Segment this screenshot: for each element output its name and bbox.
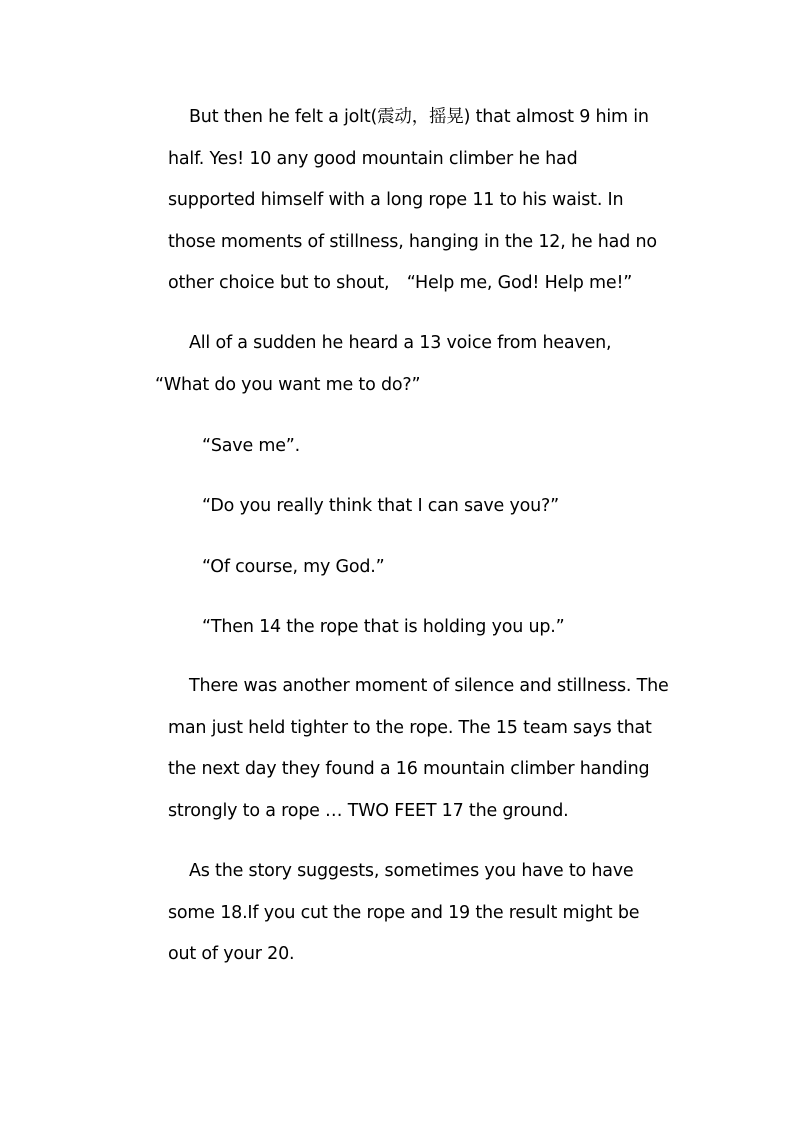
paragraph-8: [168, 851, 688, 976]
paragraph-line: out of your 20.: [168, 944, 295, 964]
paragraph-line: supported himself with a long rope 11 to his waist. In: [168, 190, 624, 210]
paragraph-line: There was another moment of silence and stillness. The: [189, 676, 669, 696]
dialogue-line-3: “Of course, my God.”: [202, 557, 385, 577]
dialogue-line-1: “Save me”.: [202, 436, 301, 456]
paragraph-line: some 18.If you cut the rope and 19 the result might be: [168, 902, 640, 923]
paragraph-line: those moments of stillness, hanging in the 12, he had no: [168, 231, 657, 252]
dialogue-line-2: “Do you really think that I can save you?”: [202, 496, 559, 516]
paragraph-line: But then he felt a jolt(震动，摇晃) that almost 9 him in: [189, 107, 649, 127]
paragraph-line: other choice but to shout, “Help me, God! Help me!”: [168, 273, 633, 293]
paragraph-line: half. Yes! 10 any good mountain climber he had: [168, 148, 578, 169]
paragraph-line: All of a sudden he heard a 13 voice from heaven,: [189, 333, 612, 353]
paragraph-line: man just held tighter to the rope. The 15 team says that: [168, 717, 652, 738]
paragraph-line: the next day they found a 16 mountain climber handing: [168, 759, 650, 779]
paragraph-line: As the story suggests, sometimes you have to have: [189, 861, 634, 881]
paragraph-line: strongly to a rope … TWO FEET 17 the ground.: [168, 800, 569, 821]
paragraph-2: [155, 323, 688, 406]
paragraph-7: [168, 666, 688, 832]
paragraph-1: [168, 97, 688, 305]
paragraph-line: “What do you want me to do?”: [155, 374, 421, 395]
dialogue-line-4: “Then 14 the rope that is holding you up.”: [202, 617, 565, 637]
